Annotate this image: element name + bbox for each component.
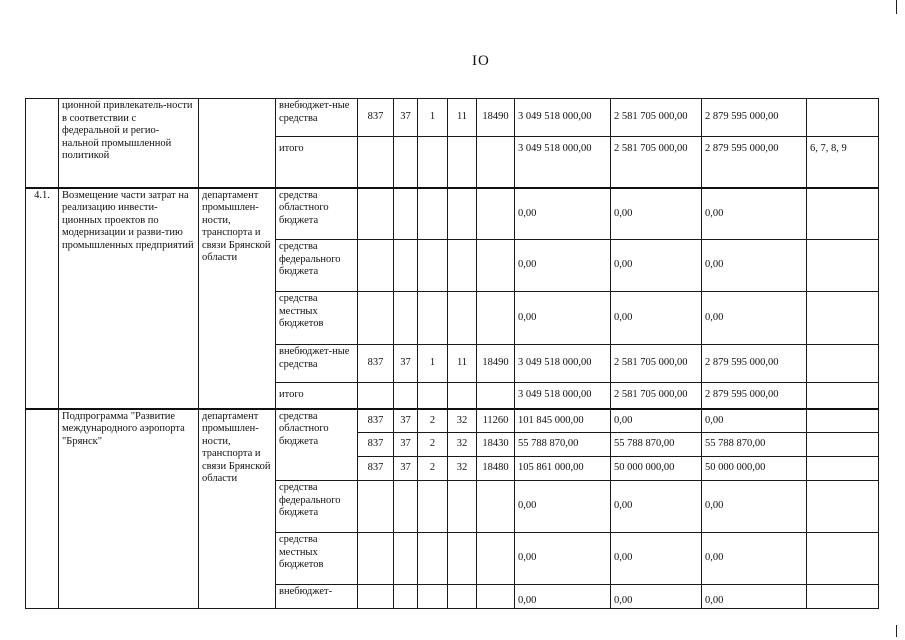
year2-amount-cell: 0,00 xyxy=(611,409,702,433)
year1-amount-cell: 3 049 518 000,00 xyxy=(515,99,611,137)
page-number: IO xyxy=(472,53,490,69)
indicators-cell xyxy=(807,383,879,409)
subsection-cell xyxy=(418,292,448,345)
grbs-cell xyxy=(358,585,394,609)
expense-code-cell xyxy=(477,481,515,533)
expense-code-cell: 18490 xyxy=(477,345,515,383)
expense-code-cell xyxy=(477,585,515,609)
expense-code-cell: 18490 xyxy=(477,99,515,137)
funding-source-cell: средства областного бюджета xyxy=(276,188,358,240)
subsection-cell xyxy=(418,137,448,188)
grbs-cell: 837 xyxy=(358,345,394,383)
executor-cell: департамент промышлен-ности, транспорта и связи Брянской области xyxy=(199,188,276,409)
indicators-cell xyxy=(807,99,879,137)
executor-cell: департамент промышлен-ности, транспорта и связи Брянской области xyxy=(199,409,276,609)
scan-edge-mark-bottom xyxy=(896,625,897,637)
funding-source-cell: итого xyxy=(276,137,358,188)
funding-source-cell: внебюджет-ные средства xyxy=(276,345,358,383)
expense-code-cell xyxy=(477,533,515,585)
target-article-cell xyxy=(448,533,477,585)
section-cell xyxy=(394,533,418,585)
subsection-cell xyxy=(418,188,448,240)
year3-amount-cell: 0,00 xyxy=(702,409,807,433)
year3-amount-cell: 0,00 xyxy=(702,240,807,292)
indicators-cell xyxy=(807,240,879,292)
grbs-cell: 837 xyxy=(358,99,394,137)
item-name-cell: Подпрограмма "Развитие международного аэропорта "Брянск" xyxy=(59,409,199,609)
year1-amount-cell: 101 845 000,00 xyxy=(515,409,611,433)
section-cell xyxy=(394,292,418,345)
target-article-cell: 11 xyxy=(448,345,477,383)
grbs-cell xyxy=(358,533,394,585)
subsection-cell xyxy=(418,383,448,409)
target-article-cell xyxy=(448,292,477,345)
item-number-cell xyxy=(26,409,59,609)
item-name-cell: Возмещение части затрат на реализацию инвести-ционных проектов по модернизации и разви-тию промышленных предприятий xyxy=(59,188,199,409)
year2-amount-cell: 0,00 xyxy=(611,240,702,292)
section-cell xyxy=(394,585,418,609)
section-cell xyxy=(394,481,418,533)
indicators-cell xyxy=(807,188,879,240)
year2-amount-cell: 0,00 xyxy=(611,292,702,345)
year1-amount-cell: 0,00 xyxy=(515,481,611,533)
subsection-cell: 1 xyxy=(418,345,448,383)
funding-source-cell: средства местных бюджетов xyxy=(276,292,358,345)
target-article-cell xyxy=(448,240,477,292)
grbs-cell: 837 xyxy=(358,433,394,457)
section-cell: 37 xyxy=(394,99,418,137)
year1-amount-cell: 0,00 xyxy=(515,240,611,292)
section-cell: 37 xyxy=(394,457,418,481)
year1-amount-cell: 3 049 518 000,00 xyxy=(515,137,611,188)
target-article-cell: 32 xyxy=(448,409,477,433)
expense-code-cell xyxy=(477,292,515,345)
indicators-cell: 6, 7, 8, 9 xyxy=(807,137,879,188)
indicators-cell xyxy=(807,481,879,533)
expense-code-cell xyxy=(477,188,515,240)
grbs-cell xyxy=(358,240,394,292)
year3-amount-cell: 0,00 xyxy=(702,481,807,533)
section-cell xyxy=(394,383,418,409)
year3-amount-cell: 55 788 870,00 xyxy=(702,433,807,457)
year3-amount-cell: 0,00 xyxy=(702,188,807,240)
year2-amount-cell: 2 581 705 000,00 xyxy=(611,383,702,409)
subsection-cell xyxy=(418,585,448,609)
year3-amount-cell: 2 879 595 000,00 xyxy=(702,345,807,383)
section-cell: 37 xyxy=(394,433,418,457)
year3-amount-cell: 0,00 xyxy=(702,585,807,609)
year1-amount-cell: 3 049 518 000,00 xyxy=(515,345,611,383)
year3-amount-cell: 50 000 000,00 xyxy=(702,457,807,481)
expense-code-cell xyxy=(477,383,515,409)
funding-source-cell: внебюджет-ные средства xyxy=(276,99,358,137)
table-row xyxy=(26,99,879,137)
year3-amount-cell: 2 879 595 000,00 xyxy=(702,383,807,409)
subsection-cell: 2 xyxy=(418,457,448,481)
grbs-cell: 837 xyxy=(358,409,394,433)
subsection-cell xyxy=(418,240,448,292)
expense-code-cell xyxy=(477,240,515,292)
year1-amount-cell: 0,00 xyxy=(515,292,611,345)
funding-source-cell: средства федерального бюджета xyxy=(276,240,358,292)
expense-code-cell: 11260 xyxy=(477,409,515,433)
grbs-cell: 837 xyxy=(358,457,394,481)
year3-amount-cell: 0,00 xyxy=(702,533,807,585)
expense-code-cell: 18480 xyxy=(477,457,515,481)
section-cell xyxy=(394,188,418,240)
year3-amount-cell: 2 879 595 000,00 xyxy=(702,137,807,188)
target-article-cell xyxy=(448,137,477,188)
year2-amount-cell: 2 581 705 000,00 xyxy=(611,99,702,137)
item-number-cell: 4.1. xyxy=(26,188,59,409)
subsection-cell: 2 xyxy=(418,409,448,433)
expense-code-cell: 18430 xyxy=(477,433,515,457)
executor-cell xyxy=(199,99,276,188)
section-cell xyxy=(394,137,418,188)
target-article-cell: 32 xyxy=(448,457,477,481)
year3-amount-cell: 0,00 xyxy=(702,292,807,345)
item-number-cell xyxy=(26,99,59,188)
grbs-cell xyxy=(358,383,394,409)
target-article-cell xyxy=(448,188,477,240)
year2-amount-cell: 50 000 000,00 xyxy=(611,457,702,481)
grbs-cell xyxy=(358,481,394,533)
grbs-cell xyxy=(358,137,394,188)
section-cell: 37 xyxy=(394,409,418,433)
target-article-cell xyxy=(448,585,477,609)
indicators-cell xyxy=(807,585,879,609)
year2-amount-cell: 0,00 xyxy=(611,585,702,609)
year1-amount-cell: 55 788 870,00 xyxy=(515,433,611,457)
year1-amount-cell: 0,00 xyxy=(515,585,611,609)
indicators-cell xyxy=(807,409,879,433)
grbs-cell xyxy=(358,292,394,345)
target-article-cell xyxy=(448,383,477,409)
indicators-cell xyxy=(807,345,879,383)
table-row xyxy=(26,409,879,433)
target-article-cell: 32 xyxy=(448,433,477,457)
funding-source-cell: средства федерального бюджета xyxy=(276,481,358,533)
subsection-cell xyxy=(418,533,448,585)
year2-amount-cell: 0,00 xyxy=(611,188,702,240)
item-name-cell: ционной привлекатель-ности в соответствии с федеральной и регио-нальной промышленной политикой xyxy=(59,99,199,188)
year1-amount-cell: 0,00 xyxy=(515,188,611,240)
indicators-cell xyxy=(807,292,879,345)
year2-amount-cell: 55 788 870,00 xyxy=(611,433,702,457)
indicators-cell xyxy=(807,533,879,585)
section-cell: 37 xyxy=(394,345,418,383)
year2-amount-cell: 0,00 xyxy=(611,481,702,533)
grbs-cell xyxy=(358,188,394,240)
funding-source-cell: итого xyxy=(276,383,358,409)
subsection-cell: 1 xyxy=(418,99,448,137)
subsection-cell: 2 xyxy=(418,433,448,457)
expense-code-cell xyxy=(477,137,515,188)
year1-amount-cell: 3 049 518 000,00 xyxy=(515,383,611,409)
year2-amount-cell: 0,00 xyxy=(611,533,702,585)
target-article-cell xyxy=(448,481,477,533)
funding-source-cell: средства областного бюджета xyxy=(276,409,358,481)
year3-amount-cell: 2 879 595 000,00 xyxy=(702,99,807,137)
scan-edge-mark-top xyxy=(896,0,897,14)
year2-amount-cell: 2 581 705 000,00 xyxy=(611,137,702,188)
budget-table xyxy=(25,98,879,609)
funding-source-cell: внебюджет- xyxy=(276,585,358,609)
indicators-cell xyxy=(807,457,879,481)
table-row xyxy=(26,188,879,240)
indicators-cell xyxy=(807,433,879,457)
target-article-cell: 11 xyxy=(448,99,477,137)
year1-amount-cell: 105 861 000,00 xyxy=(515,457,611,481)
section-cell xyxy=(394,240,418,292)
funding-source-cell: средства местных бюджетов xyxy=(276,533,358,585)
subsection-cell xyxy=(418,481,448,533)
year1-amount-cell: 0,00 xyxy=(515,533,611,585)
year2-amount-cell: 2 581 705 000,00 xyxy=(611,345,702,383)
